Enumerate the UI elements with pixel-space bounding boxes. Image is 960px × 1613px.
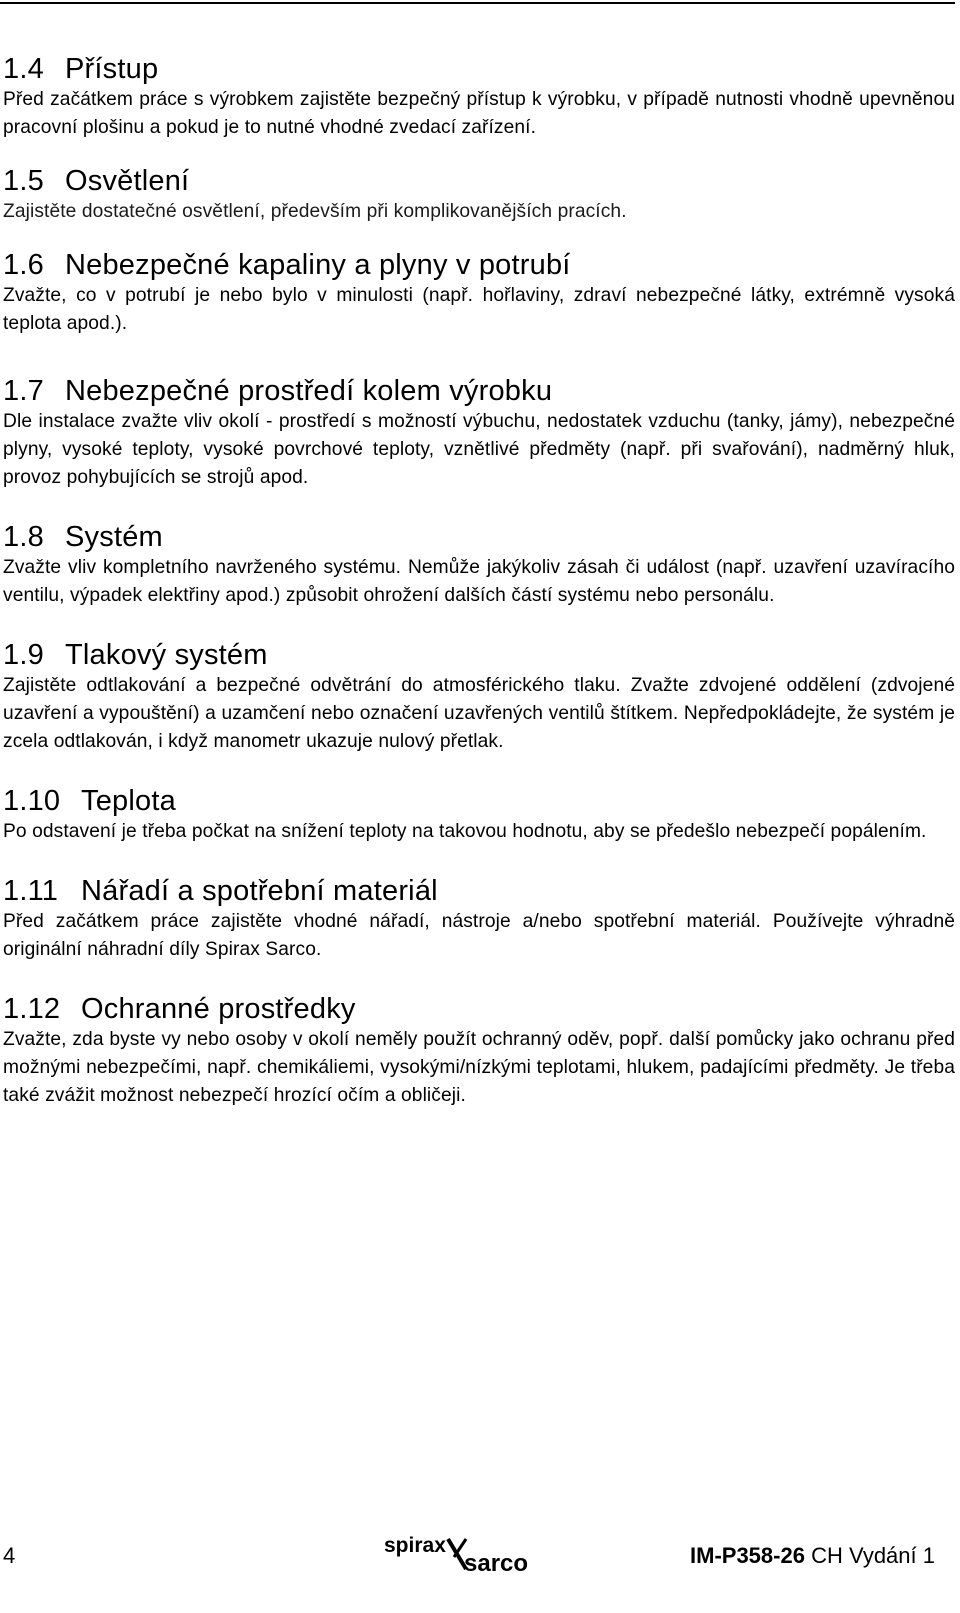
logo-text-bottom: sarco bbox=[464, 1550, 529, 1575]
section-number: 1.8 bbox=[3, 521, 44, 553]
section-text: Dle instalace zvažte vliv okolí - prostředí s možností výbuchu, nedostatek vzduchu (tanky, jámy), nebezpečné plyny, vysoké teploty, vysoké povrchové teploty, vznětlivé předměty (např. při svařování), nadměrný hluk, provoz pohybujících se strojů apod. bbox=[3, 411, 955, 488]
document-code: IM-P358-26 bbox=[690, 1543, 805, 1568]
section-number: 1.7 bbox=[3, 375, 44, 407]
section-heading bbox=[3, 52, 955, 86]
section-text: Zvažte, co v potrubí je nebo bylo v minulosti (např. hořlaviny, zdraví nebezpečné látky, extrémně vysoká teplota apod.). bbox=[3, 285, 955, 334]
section-heading bbox=[3, 992, 955, 1026]
section-title: Nářadí a spotřební materiál bbox=[81, 875, 438, 907]
page-number: 4 bbox=[3, 1543, 16, 1568]
section-text: Po odstavení je třeba počkat na snížení teploty na takovou hodnotu, aby se předešlo nebezpečí popálením. bbox=[3, 821, 927, 842]
section-number: 1.6 bbox=[3, 249, 44, 281]
section-heading bbox=[3, 638, 955, 672]
section-text: Zajistěte dostatečné osvětlení, především při komplikovanějších pracích. bbox=[3, 201, 627, 222]
document-body bbox=[3, 52, 955, 1110]
section-number: 1.9 bbox=[3, 639, 44, 671]
document-reference bbox=[690, 1543, 935, 1569]
section-1-8 bbox=[3, 520, 955, 610]
section-text: Zajistěte odtlakování a bezpečné odvětrání do atmosférického tlaku. Zvažte zdvojené oddělení (zdvojené uzavření a vypouštění) a uzamčení nebo označení uzavřených ventilů štítkem. Nepředpokládejte, že systém je zcela odtlakován, i když manometr ukazuje nulový přetlak. bbox=[3, 675, 955, 752]
section-title: Osvětlení bbox=[65, 165, 190, 197]
section-number: 1.5 bbox=[3, 165, 44, 197]
section-number: 1.12 bbox=[3, 993, 61, 1025]
section-title: Nebezpečné prostředí kolem výrobku bbox=[65, 375, 553, 407]
section-number: 1.4 bbox=[3, 53, 44, 85]
section-1-10 bbox=[3, 784, 955, 846]
section-1-7 bbox=[3, 374, 955, 492]
section-1-5 bbox=[3, 164, 955, 226]
section-1-9 bbox=[3, 638, 955, 756]
top-rule bbox=[0, 2, 955, 4]
section-title: Systém bbox=[65, 521, 163, 553]
section-number: 1.11 bbox=[3, 875, 59, 907]
section-heading bbox=[3, 874, 955, 908]
section-1-12 bbox=[3, 992, 955, 1110]
section-heading bbox=[3, 520, 955, 554]
section-1-6 bbox=[3, 248, 955, 338]
section-text: Zvažte vliv kompletního navrženého systému. Nemůže jakýkoliv zásah či událost (např. uzavření uzavíracího ventilu, výpadek elektřiny apod.) způsobit ohrožení dalších částí systému nebo personálu. bbox=[3, 557, 955, 606]
section-heading bbox=[3, 374, 955, 408]
section-text: Před začátkem práce s výrobkem zajistěte bezpečný přístup k výrobku, v případě nutnosti vhodně upevněnou pracovní plošinu a pokud je to nutné vhodné zvedací zařízení. bbox=[3, 89, 955, 138]
section-title: Teplota bbox=[81, 785, 176, 817]
section-heading bbox=[3, 248, 955, 282]
section-number: 1.10 bbox=[3, 785, 61, 817]
page-footer bbox=[0, 1535, 955, 1575]
section-1-4 bbox=[3, 52, 955, 142]
document-edition: CH Vydání 1 bbox=[811, 1543, 935, 1568]
logo-text-top: spirax bbox=[384, 1535, 446, 1557]
section-text: Před začátkem práce zajistěte vhodné nářadí, nástroje a/nebo spotřební materiál. Používejte výhradně originální náhradní díly Spirax Sarco. bbox=[3, 911, 955, 960]
section-title: Nebezpečné kapaliny a plyny v potrubí bbox=[65, 249, 571, 281]
section-heading bbox=[3, 164, 955, 198]
section-1-11 bbox=[3, 874, 955, 964]
section-title: Ochranné prostředky bbox=[81, 993, 356, 1025]
section-title: Tlakový systém bbox=[65, 639, 268, 671]
section-text: Zvažte, zda byste vy nebo osoby v okolí neměly použít ochranný oděv, popř. další pomůcky jako ochranu před možnými nebezpečími, např. chemikáliemi, vysokými/nízkými teplotami, hlukem, padajícími předměty. Je třeba také zvážit možnost nebezpečí hrozící očím a obličeji. bbox=[3, 1029, 955, 1106]
section-title: Přístup bbox=[65, 53, 159, 85]
section-heading bbox=[3, 784, 955, 818]
spirax-sarco-logo bbox=[382, 1535, 552, 1575]
